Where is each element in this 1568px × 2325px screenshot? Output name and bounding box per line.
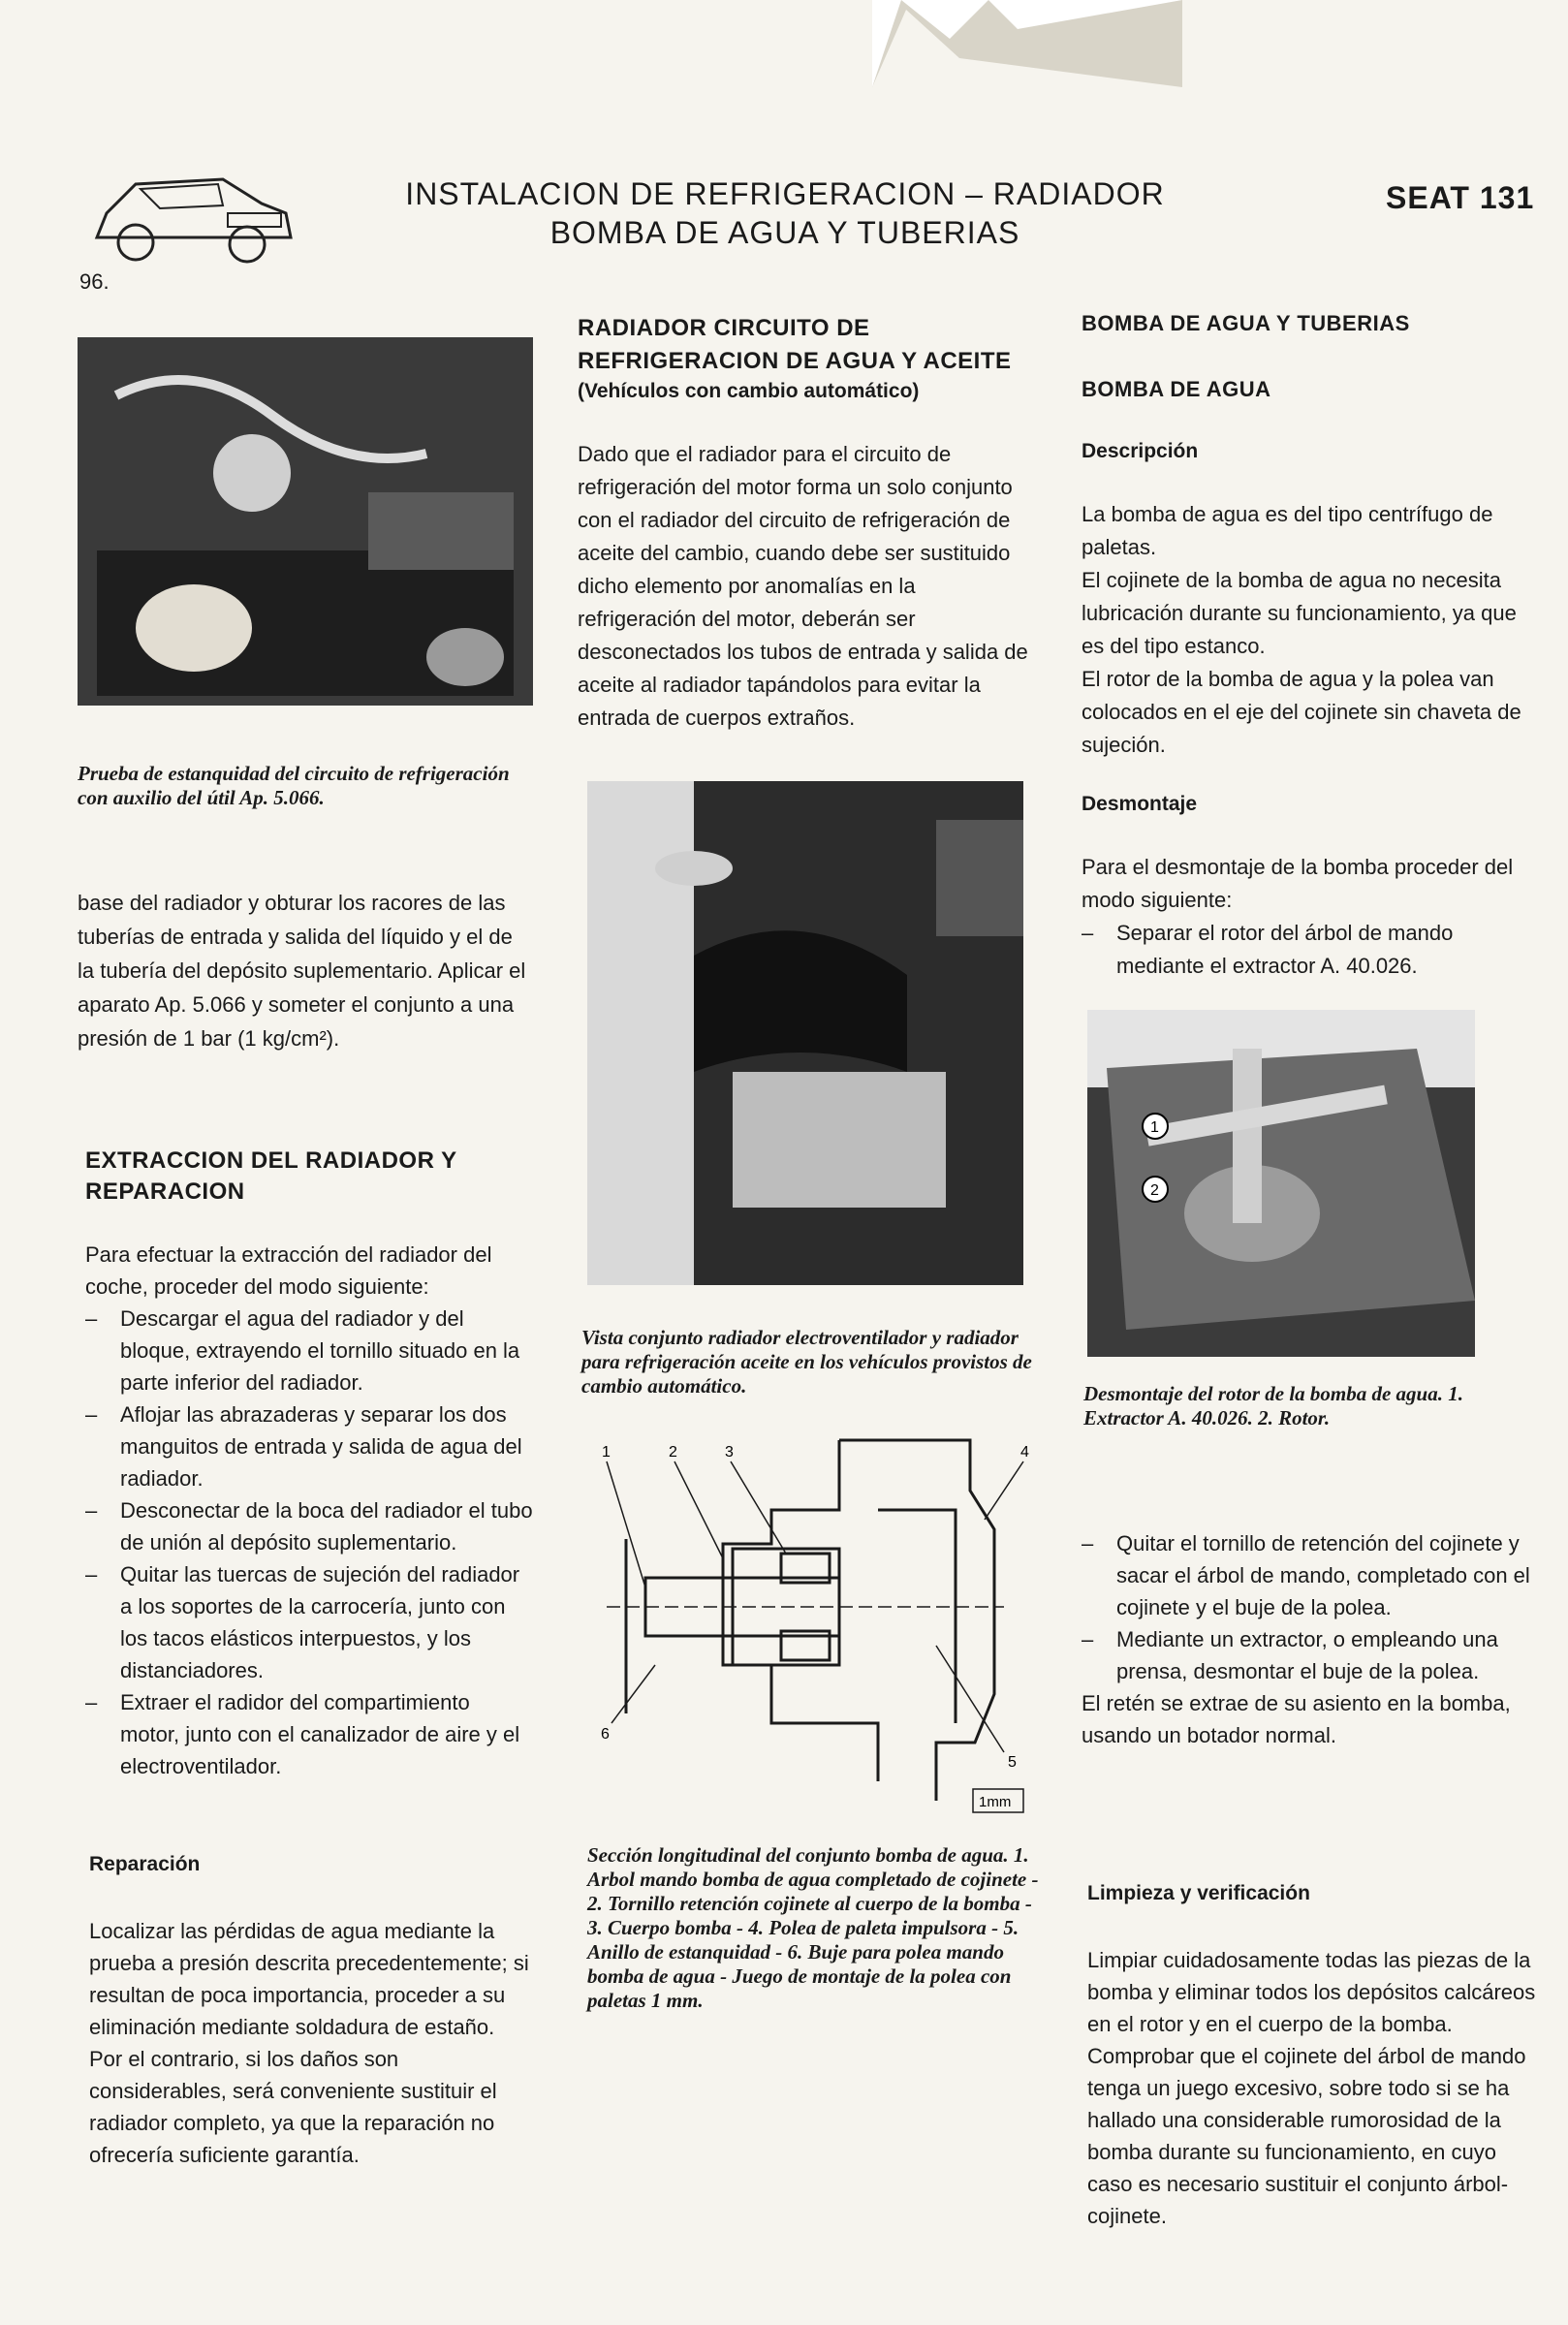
diagram-label-4: 4 <box>1020 1444 1029 1461</box>
torn-corner <box>872 0 1182 87</box>
title-line-1: INSTALACION DE REFRIGERACION – RADIADOR <box>405 176 1165 211</box>
cleaning-p1: Limpiar cuidadosamente todas las piezas de la bomba y eliminar todos los depósitos calcáreos en el rotor y en el cuerpo de la bomba. <box>1087 1948 1536 2036</box>
photo-label-2: 2 <box>1150 1182 1159 1199</box>
description-p1: La bomba de agua es del tipo centrífugo de paletas. <box>1082 502 1493 559</box>
title-line-2: BOMBA DE AGUA Y TUBERIAS <box>549 215 1020 250</box>
diagram-label-2: 2 <box>669 1444 677 1461</box>
pressure-test-caption: Prueba de estanquidad del circuito de refrigeración con auxilio del útil Ap. 5.066. <box>78 762 510 809</box>
diagram-label-6: 6 <box>601 1726 610 1743</box>
page-number: 96. <box>79 269 110 294</box>
seal-paragraph: El retén se extrae de su asiento en la bomba, usando un botador normal. <box>1082 1691 1511 1747</box>
diagram-label-1: 1 <box>602 1444 611 1461</box>
radiator-circuit-subheading: (Vehículos con cambio automático) <box>578 380 920 402</box>
list-item: – Mediante un extractor, o empleando una prensa, desmontar el buje de la polea. <box>1082 1623 1537 1687</box>
photo-label-1: 1 <box>1150 1119 1159 1136</box>
extraction-heading: EXTRACCION DEL RADIADOR Y REPARACION <box>85 1147 457 1205</box>
list-item: – Quitar el tornillo de retención del cojinete y sacar el árbol de mando, completado con el cojinete y el buje de la polea. <box>1082 1527 1537 1623</box>
cleaning-heading: Limpieza y verificación <box>1087 1882 1310 1904</box>
removal-steps <box>1082 1527 1537 1687</box>
list-item: – Descargar el agua del radiador y del bloque, extrayendo el tornillo situado en la parte inferior del radiador. <box>85 1303 533 1398</box>
radiator-fan-caption: Vista conjunto radiador electroventilador y radiador para refrigeración aceite en los vehículos provistos de cambio automático. <box>581 1326 1032 1398</box>
cleaning-body <box>1087 1944 1539 2232</box>
diagram-scale-label: 1mm <box>979 1794 1012 1810</box>
list-item: – Quitar las tuercas de sujeción del radiador a los soportes de la carrocería, junto con los tacos elásticos interpuestos, y los distanciadores. <box>85 1558 533 1686</box>
radiator-fan-photo <box>587 781 1023 1285</box>
removal-intro-block <box>1082 851 1537 983</box>
diagram-label-5: 5 <box>1008 1754 1017 1771</box>
car-illustration <box>78 145 300 281</box>
extraction-steps <box>85 1303 533 1782</box>
radiator-circuit-paragraph: Dado que el radiador para el circuito de refrigeración del motor forma un solo conjunto con el radiador del circuito de refrigeración de aceite del cambio, cuando debe ser sustituido dicho elemento por anomalías en la refrigeración del motor, deberán ser desconectados los tubos de entrada y salida de aceite al radiador tapándolos para evitar la entrada de cuerpos extraños. <box>578 442 1028 730</box>
brand-label: SEAT 131 <box>1386 180 1535 215</box>
extraction-intro: Para efectuar la extracción del radiador del coche, proceder del modo siguiente: <box>85 1242 492 1299</box>
extraction-body <box>85 1239 533 1782</box>
removal-first-step <box>1082 917 1537 983</box>
description-p3: El rotor de la bomba de agua y la polea van colocados en el eje del cojinete sin chaveta de sujeción. <box>1082 667 1521 757</box>
repair-heading: Reparación <box>89 1853 201 1875</box>
removal-steps-block <box>1082 1527 1537 1751</box>
cleaning-p2: Comprobar que el cojinete del árbol de mando tenga un juego excesivo, sobre todo si se ha hallado una considerable rumorosidad de la bomba durante su funcionamiento, en cuyo caso es necesario sustituir el conjunto árbol-cojinete. <box>1087 2044 1526 2228</box>
description-body <box>1082 498 1537 762</box>
left-continued-paragraph: base del radiador y obturar los racores de las tuberías de entrada y salida del líquido y el de la tubería del depósito suplementario. Aplicar el aparato Ap. 5.066 y someter el conjunto a una presión de 1 bar (1 kg/cm²). <box>78 891 526 1051</box>
pump-pipes-heading: BOMBA DE AGUA Y TUBERIAS <box>1082 311 1410 335</box>
pump-heading: BOMBA DE AGUA <box>1082 377 1271 401</box>
removal-heading: Desmontaje <box>1082 793 1198 815</box>
list-item: – Aflojar las abrazaderas y separar los dos manguitos de entrada y salida de agua del radiador. <box>85 1398 533 1494</box>
pump-section-diagram <box>587 1432 1043 1820</box>
page-title <box>320 174 1250 252</box>
description-heading: Descripción <box>1082 440 1199 462</box>
pressure-test-photo <box>78 337 533 706</box>
repair-body <box>89 1915 533 2171</box>
radiator-circuit-heading: RADIADOR CIRCUITO DE REFRIGERACION DE AGUA Y ACEITE <box>578 315 1012 374</box>
rotor-removal-photo <box>1087 1010 1475 1357</box>
description-p2: El cojinete de la bomba de agua no necesita lubricación durante su funcionamiento, ya que es del tipo estanco. <box>1082 568 1517 658</box>
removal-intro: Para el desmontaje de la bomba proceder del modo siguiente: <box>1082 855 1514 912</box>
list-item: – Desconectar de la boca del radiador el tubo de unión al depósito suplementario. <box>85 1494 533 1558</box>
rotor-removal-caption: Desmontaje del rotor de la bomba de agua. 1. Extractor A. 40.026. 2. Rotor. <box>1083 1382 1463 1430</box>
list-item: – Separar el rotor del árbol de mando mediante el extractor A. 40.026. <box>1082 917 1537 983</box>
diagram-label-3: 3 <box>725 1444 734 1461</box>
list-item: – Extraer el radidor del compartimiento motor, junto con el canalizador de aire y el electroventilador. <box>85 1686 533 1782</box>
repair-paragraph-2: Por el contrario, si los daños son considerables, será conveniente sustituir el radiador completo, ya que la reparación no ofrecería suficiente garantía. <box>89 2047 497 2167</box>
repair-paragraph-1: Localizar las pérdidas de agua mediante la prueba a presión descrita precedentemente; si resultan de poca importancia, proceder a su eliminación mediante soldadura de estaño. <box>89 1919 529 2039</box>
pump-section-caption: Sección longitudinal del conjunto bomba de agua. 1. Arbol mando bomba de agua completado de cojinete - 2. Tornillo retención cojinete al cuerpo de la bomba - 3. Cuerpo bomba - 4. Polea de paleta impulsora - 5. Anillo de estanquidad - 6. Buje para polea mando bomba de agua - Juego de montaje de la polea con paletas 1 mm. <box>587 1843 1039 2012</box>
